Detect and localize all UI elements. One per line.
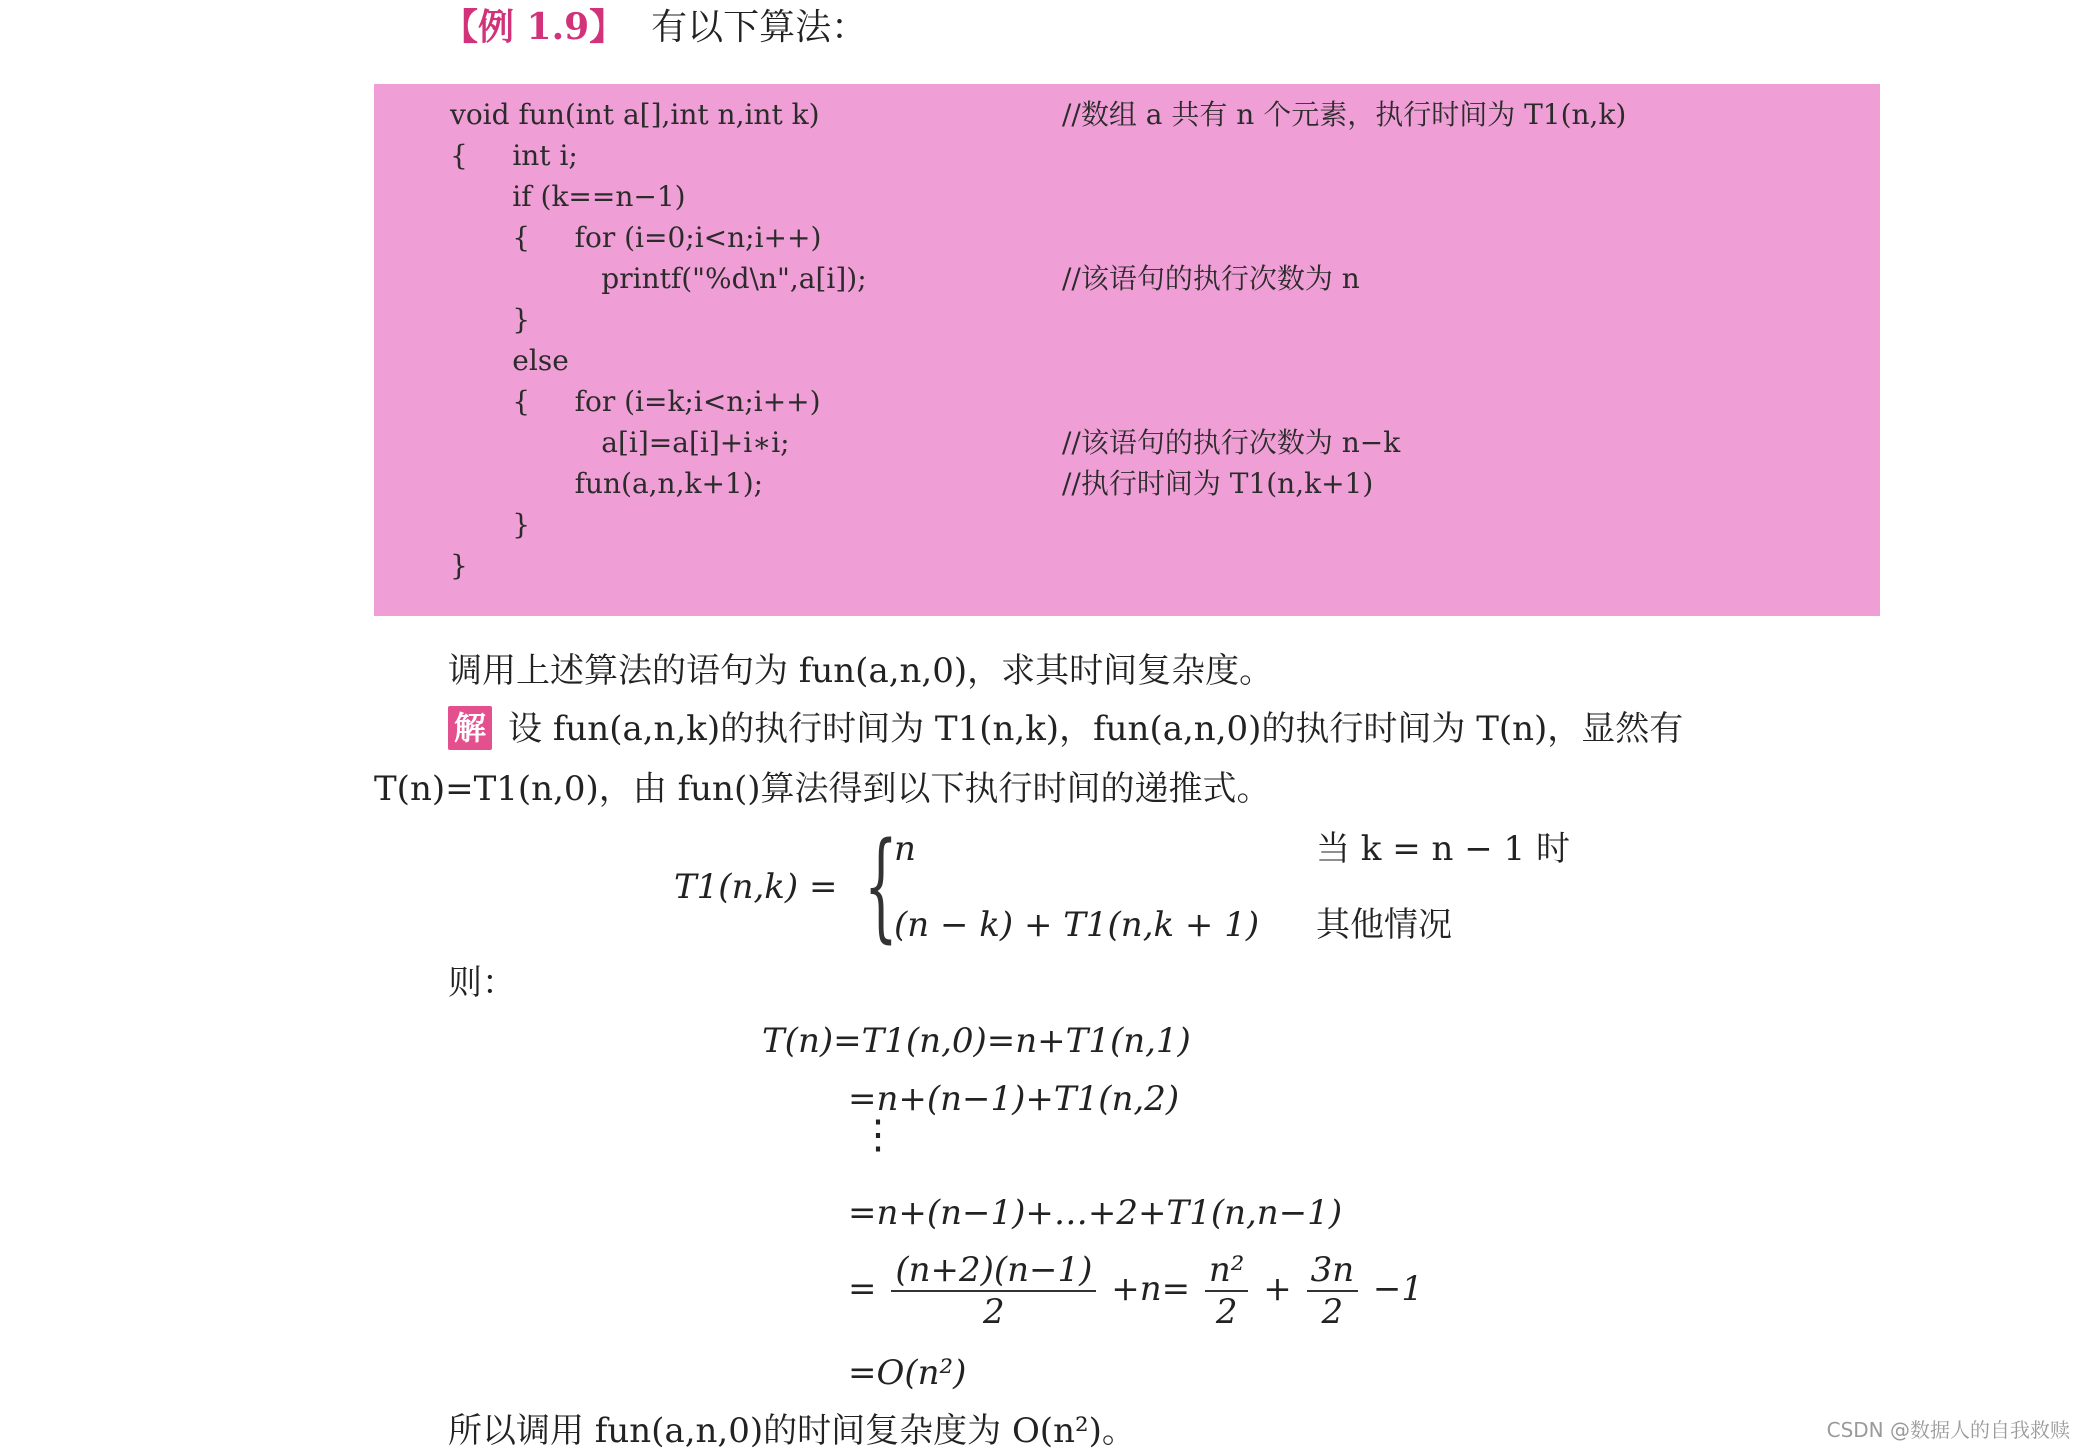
code-block [374, 84, 1880, 616]
solution-line-2: T(n)=T1(n,0)，由 fun()算法得到以下执行时间的递推式。 [374, 769, 1271, 809]
code-line: } [450, 508, 531, 541]
code-line: { int i; [450, 139, 578, 172]
derivation-line-1: T(n)=T1(n,0)=n+T1(n,1) [762, 1021, 1191, 1061]
fraction-numerator: (n+2)(n−1) [891, 1250, 1096, 1292]
call-line: 调用上述算法的语句为 fun(a,n,0)，求其时间复杂度。 [448, 651, 1274, 691]
code-comment: //该语句的执行次数为 n−k [1062, 426, 1401, 459]
example-header [442, 2, 867, 53]
code-line: } [450, 549, 468, 582]
fraction-denominator: 2 [983, 1292, 1005, 1332]
example-title: 有以下算法： [651, 7, 868, 48]
code-line: printf("%d\n",a[i]); [450, 262, 867, 295]
eq-mid: +n= [1111, 1269, 1191, 1309]
recurrence-lhs: T1(n,k) = [674, 867, 838, 907]
watermark: CSDN @数据人的自我救赎 [1826, 1418, 2070, 1442]
code-line: } [450, 303, 531, 336]
eq-plus: + [1263, 1269, 1292, 1309]
solution-text-1: 设 fun(a,n,k)的执行时间为 T1(n,k)，fun(a,n,0)的执行时间为 T(n)，显然有 [508, 709, 1684, 749]
fraction-denominator: 2 [1321, 1292, 1344, 1332]
code-line: else [450, 344, 569, 377]
then-label: 则： [448, 963, 516, 1003]
code-line: void fun(int a[],int n,int k) [450, 98, 820, 131]
left-brace-icon: { [864, 816, 898, 954]
fraction [1205, 1250, 1249, 1332]
fraction-numerator: n² [1205, 1250, 1249, 1292]
fraction-denominator: 2 [1215, 1292, 1238, 1332]
derivation-line-4 [848, 1250, 1423, 1332]
derivation-line-3: =n+(n−1)+…+2+T1(n,n−1) [848, 1193, 1343, 1233]
recurrence-case2-expr: (n − k) + T1(n,k + 1) [894, 905, 1260, 945]
solution-badge: 解 [448, 706, 492, 750]
code-line: fun(a,n,k+1); [450, 467, 764, 500]
fraction [1307, 1250, 1359, 1332]
eq-prefix: = [848, 1269, 877, 1309]
code-comment: //该语句的执行次数为 n [1062, 262, 1360, 295]
derivation-line-5: =O(n²) [848, 1353, 967, 1393]
vertical-dots: ⋮ [858, 1112, 898, 1158]
code-comment: //数组 a 共有 n 个元素，执行时间为 T1(n,k) [1062, 98, 1627, 131]
code-comment: //执行时间为 T1(n,k+1) [1062, 467, 1374, 500]
fraction [891, 1250, 1096, 1332]
conclusion: 所以调用 fun(a,n,0)的时间复杂度为 O(n²)。 [448, 1411, 1136, 1451]
code-line: { for (i=0;i<n;i++) [450, 221, 822, 254]
example-tag: 【例 1.9】 [442, 6, 626, 48]
recurrence-case1-cond: 当 k = n − 1 时 [1316, 829, 1570, 869]
solution-line-1 [448, 706, 1683, 752]
code-line: a[i]=a[i]+i∗i; [450, 426, 790, 459]
recurrence-case2-cond: 其他情况 [1316, 905, 1452, 945]
recurrence-case1-expr: n [894, 829, 916, 869]
eq-tail: −1 [1372, 1269, 1424, 1309]
derivation-line-2: =n+(n−1)+T1(n,2) [848, 1079, 1180, 1119]
code-line: { for (i=k;i<n;i++) [450, 385, 821, 418]
code-line: if (k==n−1) [450, 180, 686, 213]
fraction-numerator: 3n [1307, 1250, 1359, 1292]
